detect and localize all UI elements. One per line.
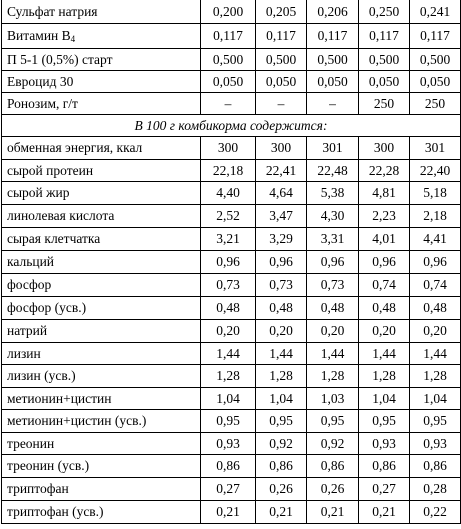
row-label	[2, 228, 201, 251]
value-cell: 1,44	[359, 343, 410, 365]
nutrient-row	[2, 343, 461, 365]
value-cell: 3,47	[256, 205, 307, 228]
value-cell: 4,81	[359, 182, 410, 205]
row-label-text: Витамин B	[7, 27, 71, 43]
row-label-text: сырой жир	[7, 185, 70, 201]
row-label	[2, 205, 201, 228]
row-label-text: лизин	[7, 345, 41, 361]
value-cell: 0,241	[410, 0, 461, 24]
value-cell: 0,500	[359, 49, 410, 71]
value-cell: 1,44	[307, 343, 359, 365]
row-label-text: линолевая кислота	[7, 208, 115, 224]
value-cell: 0,20	[410, 320, 461, 343]
value-cell: 1,04	[410, 388, 461, 410]
nutrient-row	[2, 388, 461, 410]
row-label-text: метионин+цистин (усв.)	[7, 413, 147, 429]
ingredient-row	[2, 49, 461, 71]
table-body	[2, 0, 461, 524]
value-cell: 0,74	[410, 274, 461, 297]
value-cell: 5,38	[307, 182, 359, 205]
nutrient-row	[2, 137, 461, 160]
value-cell: 0,050	[307, 71, 359, 93]
nutrient-row	[2, 365, 461, 388]
value-cell: 0,73	[256, 274, 307, 297]
row-label-text: лизин (усв.)	[7, 368, 76, 384]
value-cell: 301	[307, 137, 359, 160]
row-label	[2, 182, 201, 205]
row-label-text: обменная энергия, ккал	[7, 140, 143, 156]
row-label	[2, 343, 201, 365]
row-label-text: сырая клетчатка	[7, 231, 101, 247]
nutrient-row	[2, 228, 461, 251]
value-cell: 1,28	[359, 365, 410, 388]
value-cell: 2,18	[410, 205, 461, 228]
section-header: В 100 г комбикорма содержится:	[2, 115, 461, 137]
row-label	[2, 71, 201, 93]
value-cell: 0,21	[201, 501, 256, 524]
value-cell: 0,48	[201, 297, 256, 320]
value-cell: 0,20	[307, 320, 359, 343]
value-cell: 1,04	[256, 388, 307, 410]
value-cell: 0,117	[359, 24, 410, 49]
value-cell: 0,73	[307, 274, 359, 297]
value-cell: 1,04	[359, 388, 410, 410]
row-label-text: триптофан	[7, 481, 69, 497]
value-cell: 0,96	[307, 251, 359, 274]
nutrient-row	[2, 274, 461, 297]
value-cell: 0,95	[359, 410, 410, 433]
row-label-text: Ронозим, г/т	[7, 95, 78, 111]
value-cell: 0,96	[359, 251, 410, 274]
value-cell: 1,44	[201, 343, 256, 365]
value-cell: 0,500	[307, 49, 359, 71]
value-cell: 0,050	[256, 71, 307, 93]
value-cell: 0,117	[201, 24, 256, 49]
value-cell: –	[307, 93, 359, 115]
value-cell: –	[256, 93, 307, 115]
value-cell: 0,86	[410, 455, 461, 478]
value-cell: 0,250	[359, 0, 410, 24]
value-cell: 0,74	[359, 274, 410, 297]
value-cell: 0,200	[201, 0, 256, 24]
value-cell: 0,117	[256, 24, 307, 49]
value-cell: 0,92	[256, 433, 307, 455]
value-cell: 4,01	[359, 228, 410, 251]
row-label-text: триптофан (усв.)	[7, 504, 104, 520]
nutrient-row	[2, 182, 461, 205]
row-label-text: фосфор (усв.)	[7, 300, 87, 316]
nutrient-row	[2, 455, 461, 478]
value-cell: 0,050	[201, 71, 256, 93]
value-cell: 300	[256, 137, 307, 160]
value-cell: 0,96	[410, 251, 461, 274]
value-cell: 0,48	[256, 297, 307, 320]
value-cell: 1,44	[410, 343, 461, 365]
row-label	[2, 251, 201, 274]
value-cell: 1,28	[256, 365, 307, 388]
ingredient-row	[2, 93, 461, 115]
value-cell: 0,48	[359, 297, 410, 320]
value-cell: 0,27	[201, 478, 256, 501]
nutrient-row	[2, 410, 461, 433]
nutrient-row	[2, 205, 461, 228]
value-cell: 0,93	[359, 433, 410, 455]
value-cell: 0,500	[256, 49, 307, 71]
value-cell: 22,41	[256, 160, 307, 182]
value-cell: 0,86	[307, 455, 359, 478]
nutrient-row	[2, 251, 461, 274]
ingredient-row	[2, 24, 461, 49]
value-cell: 0,21	[307, 501, 359, 524]
row-label	[2, 478, 201, 501]
value-cell: 0,206	[307, 0, 359, 24]
feed-composition-table	[1, 0, 461, 524]
value-cell: 0,205	[256, 0, 307, 24]
value-cell: 301	[410, 137, 461, 160]
row-label	[2, 49, 201, 71]
row-label	[2, 297, 201, 320]
nutrient-row	[2, 433, 461, 455]
row-label	[2, 433, 201, 455]
value-cell: 5,18	[410, 182, 461, 205]
row-label	[2, 274, 201, 297]
value-cell: 0,48	[410, 297, 461, 320]
value-cell: 0,21	[359, 501, 410, 524]
value-cell: 4,41	[410, 228, 461, 251]
value-cell: 0,93	[201, 433, 256, 455]
row-label	[2, 501, 201, 524]
row-label-text: П 5-1 (0,5%) старт	[7, 51, 113, 67]
value-cell: 0,95	[307, 410, 359, 433]
row-label	[2, 365, 201, 388]
value-cell: 0,93	[410, 433, 461, 455]
value-cell: 1,28	[307, 365, 359, 388]
value-cell: 1,28	[201, 365, 256, 388]
value-cell: 0,117	[410, 24, 461, 49]
value-cell: 4,64	[256, 182, 307, 205]
value-cell: –	[201, 93, 256, 115]
value-cell: 0,050	[410, 71, 461, 93]
value-cell: 4,40	[201, 182, 256, 205]
value-cell: 0,95	[256, 410, 307, 433]
value-cell: 3,31	[307, 228, 359, 251]
value-cell: 300	[359, 137, 410, 160]
value-cell: 0,96	[201, 251, 256, 274]
value-cell: 0,20	[201, 320, 256, 343]
section-header-row	[2, 115, 461, 137]
nutrient-row	[2, 297, 461, 320]
value-cell: 1,03	[307, 388, 359, 410]
value-cell: 0,22	[410, 501, 461, 524]
value-cell: 0,26	[256, 478, 307, 501]
value-cell: 22,40	[410, 160, 461, 182]
value-cell: 0,96	[256, 251, 307, 274]
row-label	[2, 455, 201, 478]
row-label	[2, 410, 201, 433]
value-cell: 0,95	[201, 410, 256, 433]
value-cell: 250	[359, 93, 410, 115]
row-label-text: треонин (усв.)	[7, 458, 90, 474]
value-cell: 1,28	[410, 365, 461, 388]
row-label	[2, 137, 201, 160]
value-cell: 0,500	[201, 49, 256, 71]
value-cell: 0,86	[201, 455, 256, 478]
value-cell: 22,28	[359, 160, 410, 182]
row-label-text: метионин+цистин	[7, 390, 112, 406]
row-label-text: кальций	[7, 254, 55, 270]
ingredient-row	[2, 71, 461, 93]
row-label-text: Евроцид 30	[7, 73, 74, 89]
value-cell: 0,20	[359, 320, 410, 343]
value-cell: 0,26	[307, 478, 359, 501]
value-cell: 300	[201, 137, 256, 160]
row-label-text: фосфор	[7, 277, 52, 293]
value-cell: 0,95	[410, 410, 461, 433]
value-cell: 0,92	[307, 433, 359, 455]
value-cell: 3,21	[201, 228, 256, 251]
value-cell: 1,44	[256, 343, 307, 365]
row-label	[2, 160, 201, 182]
value-cell: 4,30	[307, 205, 359, 228]
value-cell: 0,28	[410, 478, 461, 501]
value-cell: 0,86	[359, 455, 410, 478]
nutrient-row	[2, 501, 461, 524]
value-cell: 250	[410, 93, 461, 115]
row-label	[2, 93, 201, 115]
value-cell: 0,27	[359, 478, 410, 501]
value-cell: 0,117	[307, 24, 359, 49]
value-cell: 0,21	[256, 501, 307, 524]
ingredient-row	[2, 0, 461, 24]
row-label	[2, 24, 201, 49]
value-cell: 0,050	[359, 71, 410, 93]
row-label	[2, 0, 201, 24]
value-cell: 22,48	[307, 160, 359, 182]
row-label-text: натрий	[7, 323, 48, 339]
value-cell: 0,86	[256, 455, 307, 478]
nutrient-row	[2, 320, 461, 343]
value-cell: 0,48	[307, 297, 359, 320]
value-cell: 22,18	[201, 160, 256, 182]
row-label-subscript: 4	[70, 33, 76, 44]
row-label-text: сырой протеин	[7, 162, 94, 178]
value-cell: 2,23	[359, 205, 410, 228]
value-cell: 2,52	[201, 205, 256, 228]
value-cell: 0,73	[201, 274, 256, 297]
row-label	[2, 320, 201, 343]
row-label-text: Сульфат натрия	[7, 3, 98, 19]
value-cell: 0,500	[410, 49, 461, 71]
row-label	[2, 388, 201, 410]
row-label-text: треонин	[7, 435, 55, 451]
value-cell: 1,04	[201, 388, 256, 410]
nutrient-row	[2, 160, 461, 182]
value-cell: 0,20	[256, 320, 307, 343]
nutrient-row	[2, 478, 461, 501]
value-cell: 3,29	[256, 228, 307, 251]
